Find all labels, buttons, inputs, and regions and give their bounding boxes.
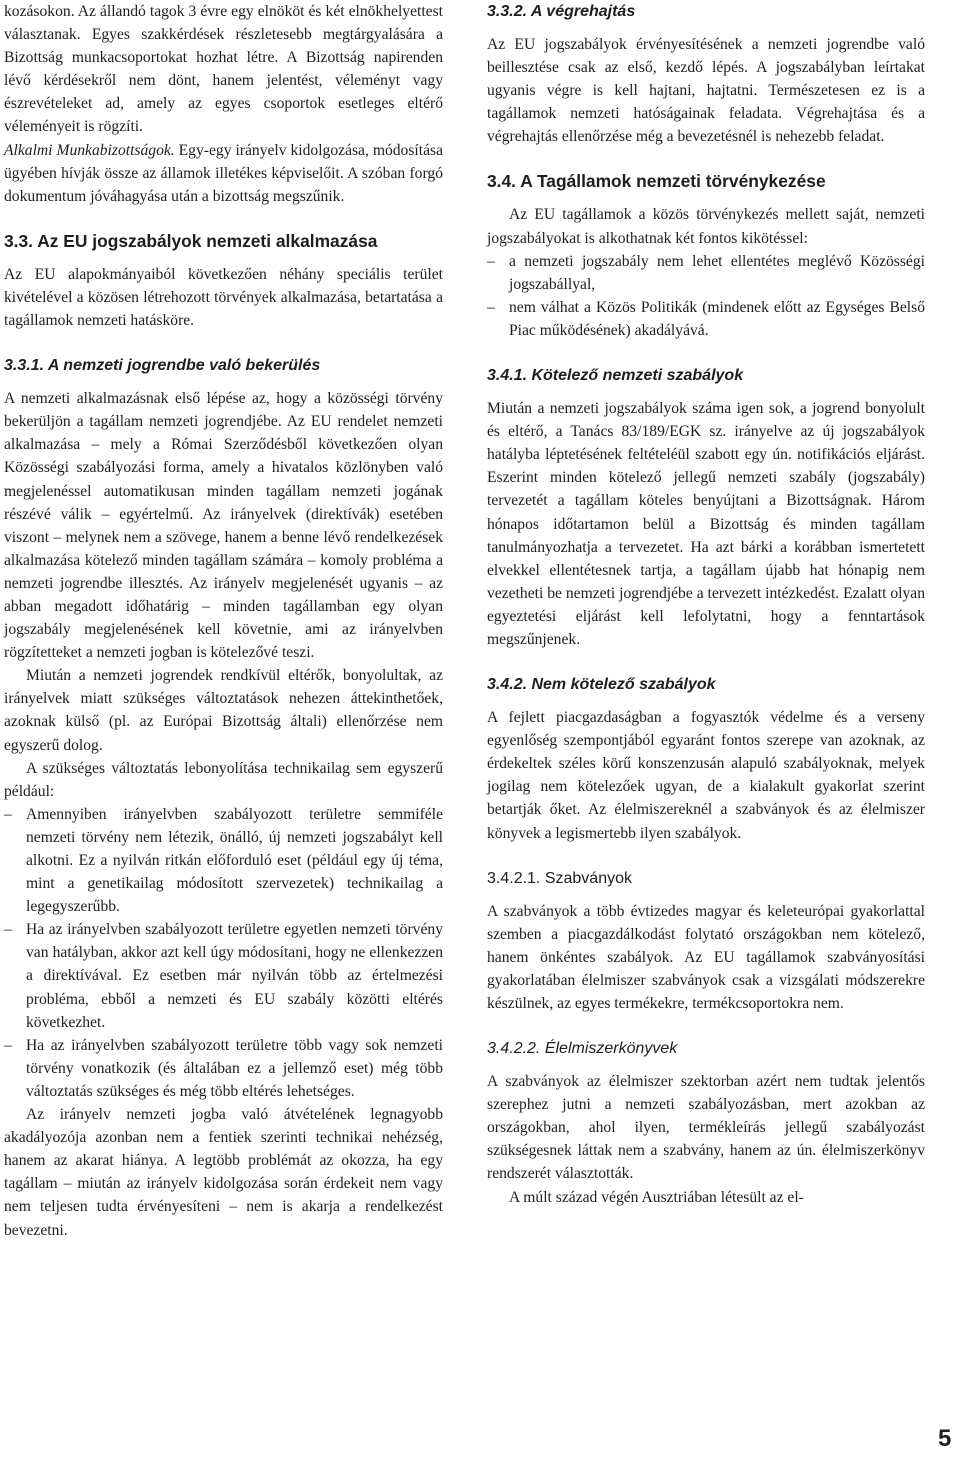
heading-3-4-2-1: 3.4.2.1. Szabványok	[487, 869, 632, 887]
paragraph-3-3: Az EU alapokmányaiból következően néhány speciális terület kivételével a közösen létrehozott törvények alkalmazása, betartatása a tagállamok nemzeti hatásköre.	[4, 265, 443, 330]
right-column	[487, 0, 925, 1209]
left-dash-list	[4, 803, 443, 1103]
heading-3-3-1: 3.3.1. A nemzeti jogrendbe való bekerülés	[4, 357, 321, 375]
paragraph-3-3-1-c: A szükséges változtatás lebonyolítása technikailag sem egyszerű például:	[4, 759, 443, 800]
right-dash-list	[487, 250, 925, 342]
intro-paragraph: kozásokon. Az állandó tagok 3 évre egy elnököt és két elnökhelyettest választanak. Egyes szakkérdések részletesebb megtárgyalására a Bizottság munkacsoportokat hozhat létre. A Bizottság napirenden lévő kérdésekről nem dönt, hanem jelentést, véleményt vagy észrevételeket ad, amely az egyes csoportok esetleges eltérő véleményeit is rögzíti.	[4, 3, 443, 136]
heading-3-4-2: 3.4.2. Nem kötelező szabályok	[487, 676, 716, 694]
paragraph-3-4: Az EU tagállamok a közös törvénykezés mellett saját, nemzeti jogszabályokat is alkothatnak két fontos kikötéssel:	[487, 206, 925, 247]
heading-3-4-2-2: 3.4.2.2. Élelmiszerkönyvek	[487, 1040, 678, 1058]
left-column	[4, 0, 443, 1242]
heading-3-3-2: 3.3.2. A végrehajtás	[487, 3, 636, 20]
list-item: – nem válhat a Közös Politikák (mindenek előtt az Egységes Belső Piac működésének) akadályává.	[487, 296, 925, 342]
list-item: – Ha az irányelvben szabályozott területre több vagy sok nemzeti törvény vonatkozik (és általában ez a jellemző eset) még több változtatás szükséges és még több eltérés lehetséges.	[4, 1034, 443, 1103]
alkalmi-text: Egy-egy irányelv kidolgozása, módosítása ügyében hívják össze az államok illetékes képviselőit. A szóban forgó dokumentum jóváhagyása után a bizottság megszűnik.	[4, 141, 443, 205]
list-item: – Amennyiben irányelvben szabályozott területre semmiféle nemzeti törvény nem létezik, önálló, új nemzeti jogszabályt kell alkotni. Ez a nyilván ritkán előforduló eset (például egy új téma, mint a genetikailag módosított szervezetek) technikailag a legegyszerűbb.	[4, 803, 443, 918]
paragraph-3-3-2: Az EU jogszabályok érvényesítésének a nemzeti jogrendbe való beillesztése csak az első, kezdő lépés. A jogszabályban leírtakat ugyanis végre is kell hajtani, hajtatni. Természetesen ez is a tagállamok nemzeti hatóságainak feladata. Végrehajtása és a végrehajtás ellenőrzése még a bevezetésnél is nehezebb feladat.	[487, 36, 925, 146]
paragraph-3-3-1-d: Az irányelv nemzeti jogba való átvételének legnagyobb akadályozója azonban nem a fentiek szerinti technikai nehézség, hanem az akarat hiánya. A legtöbb problémát az okozza, ha egy tagállam – miután az irányelv kidolgozása során érdekeit nem vagy nem teljesen tudta érvényesíteni – nem is akarja a rendelkezést bevezetni.	[4, 1106, 443, 1239]
alkalmi-term: Alkalmi Munkabizottságok.	[4, 141, 175, 159]
paragraph-3-4-2-2-b: A múlt század végén Ausztriában létesült az el-	[509, 1188, 804, 1206]
paragraph-3-4-2-2-a: A szabványok az élelmiszer szektorban azért nem tudtak jelentős szerephez jutni a nemzeti szabályozásban, mert azokban az országokban, ahol ilyen, termékleírás jellegű szabályozást szükségesnek láttak nem a szabvány, hanem az ún. élelmiszerkönyv rendszerét választották.	[487, 1073, 925, 1183]
list-item: – a nemzeti jogszabály nem lehet ellentétes meglévő Közösségi jogszabállyal,	[487, 250, 925, 296]
heading-3-4: 3.4. A Tagállamok nemzeti törvénykezése	[487, 171, 826, 192]
paragraph-3-3-1-a: A nemzeti alkalmazásnak első lépése az, hogy a közösségi törvény bekerüljön a tagállam nemzeti jogrendjébe. Az EU rendelet nemzeti alkalmazása – mely a Római Szerződésből következően olyan Közösségi szabályozási forma, amely a hivatalos közlönyben való megjelenéssel automatikusan minden tagállam nemzeti jogának részévé válik – egyértelmű. Az irányelvek (direktívák) esetében viszont – melynek nem a szövege, hanem a benne lévő rendelkezések alkalmazása kötelező minden tagállam számára – komoly probléma a nemzeti jogrendbe illesztés. Az irányelv megjelenését ugyanis – az abban megadott időhatárig – minden tagállamban egy olyan jogszabály megjelenésének kell követnie, ami az irányelvben rögzítetteket a nemzeti jogban is kötelezővé teszi.	[4, 390, 443, 662]
list-item: – Ha az irányelvben szabályozott területre egyetlen nemzeti törvény van hatályban, akkor azt kell úgy módosítani, hogy ne ellenkezzen a direktívával. Ez esetben már nyilván több az értelmezési probléma, ebből a nemzeti és EU szabály közötti eltérés következhet.	[4, 918, 443, 1033]
paragraph-3-4-2: A fejlett piacgazdaságban a fogyasztók védelme és a verseny egyenlőség szempontjából egyaránt fontos szerepe van azoknak, az érdekeltek széles körű konszenzusán alapuló szabályoknak, melyek jogilag nem kötelezőek ugyan, de a kialakult gyakorlat szerint betartják őket. Az élelmiszereknél a szabványok és az élelmiszer könyvek a legismertebb ilyen szabályok.	[487, 709, 925, 842]
paragraph-3-4-1: Miután a nemzeti jogszabályok száma igen sok, a jogrend bonyolult és eltérő, a Tanács 83/189/EGK sz. irányelve az új jogszabályok hatályba léptetésének feltételéül szabott egy ún. notifikációs eljárást. Eszerint minden kötelező jellegű nemzeti szabály (jogszabály) tervezetét a tagállam köteles benyújtani a Bizottságnak. Három hónapos időtartamon belül a Bizottság és minden tagállam tanulmányozhatja a tervezetet. Ha azt bárki a korábban ismertetett elvekkel ellentétesnek tartja, a tagállam újabb hat hónapig nem vezetheti be nemzeti jogrendjébe a tervezett intézkedést. Ezalatt olyan egyeztetési eljárást kell lefolytatni, hogy a fenntartások megszűnjenek.	[487, 400, 925, 648]
paragraph-3-4-2-1: A szabványok a több évtizedes magyar és keleteurópai gyakorlattal szemben a piacgazdálkodást folytató országokban nem kötelező, hanem önkéntes szabályok. Az EU tagállamok szabványosítási gyakorlatában élelmiszer szabványok csak a vizsgálati módszerekre készülnek, az egyes termékekre, termékcsoportokra nem.	[487, 902, 925, 1012]
heading-3-3: 3.3. Az EU jogszabályok nemzeti alkalmazása	[4, 230, 378, 251]
heading-3-4-1: 3.4.1. Kötelező nemzeti szabályok	[487, 367, 744, 385]
alkalmi-paragraph	[4, 139, 443, 208]
page-number: 5	[938, 1425, 952, 1452]
paragraph-3-3-1-b: Miután a nemzeti jogrendek rendkívül eltérők, bonyolultak, az irányelvek miatt szükséges változtatások nehezen áttekinthetőek, azoknak külső (pl. az Európai Bizottság általi) ellenőrzése nem egyszerű dolog.	[4, 667, 443, 754]
